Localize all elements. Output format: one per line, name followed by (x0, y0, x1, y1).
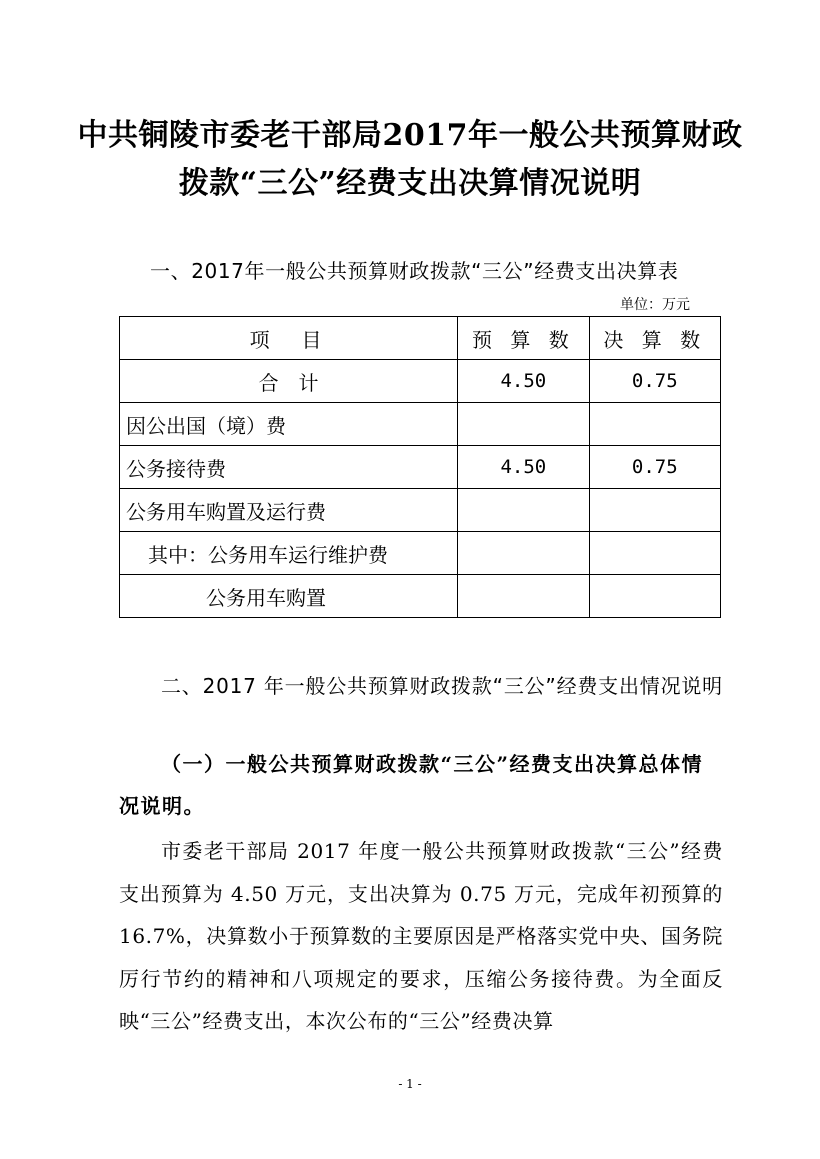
row-item: 公务接待费 (120, 446, 458, 489)
table-row (120, 532, 721, 575)
table-row (120, 489, 721, 532)
section-2-heading: 二、2017 年一般公共预算财政拨款“三公”经费支出情况说明 (161, 674, 723, 698)
row-budget: 4.50 (458, 360, 589, 403)
row-final (589, 489, 720, 532)
row-item: 公务用车购置及运行费 (120, 489, 458, 532)
row-final (589, 575, 720, 618)
header-budget: 预 算 数 (458, 317, 589, 360)
table-row (120, 446, 721, 489)
section-1-heading: 一、2017年一般公共预算财政拨款“三公”经费支出决算表 (150, 259, 679, 283)
header-item: 项 目 (120, 317, 458, 360)
body-paragraph: 市委老干部局 2017 年度一般公共预算财政拨款“三公”经费支出预算为 4.50 万元，支出决算为 0.75 万元，完成年初预算的 16.7%，决算数小于预算数的主要原因是严格落实党中央、国务院厉行节约的精神和八项规定的要求，压缩公务接待费。为全面反映“三公”经费支出，本次公布的“三公”经费决算 (119, 839, 723, 1033)
row-budget (458, 532, 589, 575)
table-row (120, 575, 721, 618)
row-budget (458, 403, 589, 446)
header-final: 决 算 数 (589, 317, 720, 360)
row-final: 0.75 (589, 446, 720, 489)
table-header-row (120, 317, 721, 360)
row-final (589, 403, 720, 446)
row-item: 其中：公务用车运行维护费 (120, 532, 458, 575)
table-row (120, 403, 721, 446)
table-row (120, 360, 721, 403)
row-budget: 4.50 (458, 446, 589, 489)
row-item: 合 计 (120, 360, 458, 403)
row-budget (458, 575, 589, 618)
row-final: 0.75 (589, 360, 720, 403)
row-budget (458, 489, 589, 532)
document-title-line-2: 拨款“三公”经费支出决算情况说明 (178, 166, 642, 201)
page-number: - 1 - (398, 1077, 422, 1091)
unit-label: 单位：万元 (620, 297, 690, 313)
row-final (589, 532, 720, 575)
subsection-1-heading: （一）一般公共预算财政拨款“三公”经费支出决算总体情况说明。 (119, 752, 704, 818)
row-item: 公务用车购置 (120, 575, 458, 618)
row-item: 因公出国（境）费 (120, 403, 458, 446)
document-title-line-1: 中共铜陵市委老干部局2017年一般公共预算财政 (77, 118, 743, 153)
three-public-expenses-table (119, 316, 721, 618)
